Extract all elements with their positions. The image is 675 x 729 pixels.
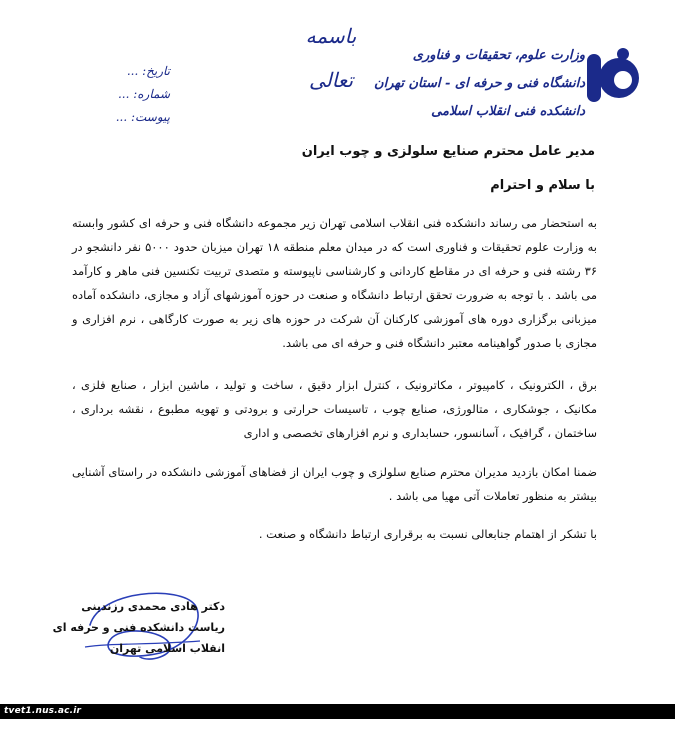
closing-paragraph: با تشکر از اهتمام جنابعالی نسبت به برقراری ارتباط دانشگاه و صنعت . xyxy=(258,527,597,541)
faculty-line: دانشکده فنی انقلاب اسلامی xyxy=(431,104,585,119)
number-field: شماره: ... xyxy=(117,87,170,101)
bismillah-calligraphy: باسمه تعالی xyxy=(305,24,357,92)
body-paragraph: ضمنا امکان بازدید مدیران محترم صنایع سلولزی و چوب ایران از فضاهای آموزشی دانشکده در راستای آشنایی بیشتر به منظور تعاملات آتی مهیا می باشد . xyxy=(72,465,597,503)
university-line: دانشگاه فنی و حرفه ای - استان تهران xyxy=(374,76,585,91)
footer-url: tvet1.nus.ac.ir xyxy=(4,706,82,716)
fields-list-paragraph: برق ، الکترونیک ، کامپیوتر ، مکاترونیک ، کنترل ابزار دقیق ، ساخت و تولید ، ماشین ابزار ، صنایع فلزی ، مکانیک ، جوشکاری ، متالورژی، صنایع چوب ، تاسیسات حرارتی و برودتی و تهویه مطبوع ، نقشه برداری ، ساختمان ، گرافیک ، آسانسور، حسابداری و نرم افزارهای تخصصی و اداری xyxy=(72,378,597,440)
body-paragraph: به استحضار می رساند دانشکده فنی انقلاب اسلامی تهران زیر مجموعه دانشگاه فنی و حرفه ای کشور وابسته به وزارت علوم تحقیقات و فناوری است که در میدان معلم منطقه ۱۸ تهران میزبان حدود ۵۰۰۰ نفر دانشجو در ۳۶ رشته فنی و حرفه ای در مقاطع کاردانی و کارشناسی ناپیوسته و متصدی تربیت تکنسین فنی ماهر و کارآمد می باشد . با توجه به ضرورت تحقق ارتباط دانشگاه و صنعت در حوزه آموزشهای آزاد و مجازی، دانشکده آماده میزبانی برگزاری دوره های آموزشی کارکنان آن شرکت در حوزه های زیر به صورت کارگاهی ، نرم افزاری و مجازی با صدور گواهینامه معتبر دانشگاه فنی و حرفه ای می باشد. xyxy=(72,216,597,350)
letter-meta xyxy=(70,60,170,129)
date-field: تاریخ: ... xyxy=(126,64,170,78)
greeting: با سلام و احترام xyxy=(490,178,595,193)
footer-bar xyxy=(0,704,675,719)
signature-block xyxy=(52,596,225,659)
signer-name: دکتر هادی محمدی رزندینی xyxy=(81,600,225,613)
addressee: مدیر عامل محترم صنایع سلولزی و چوب ایران xyxy=(301,144,595,159)
ministry-line: وزارت علوم، تحقیقات و فناوری xyxy=(412,48,585,63)
ministry-title-block xyxy=(374,42,585,126)
university-logo-icon xyxy=(583,44,645,112)
attachment-field: پیوست: ... xyxy=(115,110,170,124)
signer-title: ریاست دانشکده فنی و حرفه ای xyxy=(52,621,225,634)
signer-organization: انقلاب اسلامی تهران xyxy=(109,642,225,655)
